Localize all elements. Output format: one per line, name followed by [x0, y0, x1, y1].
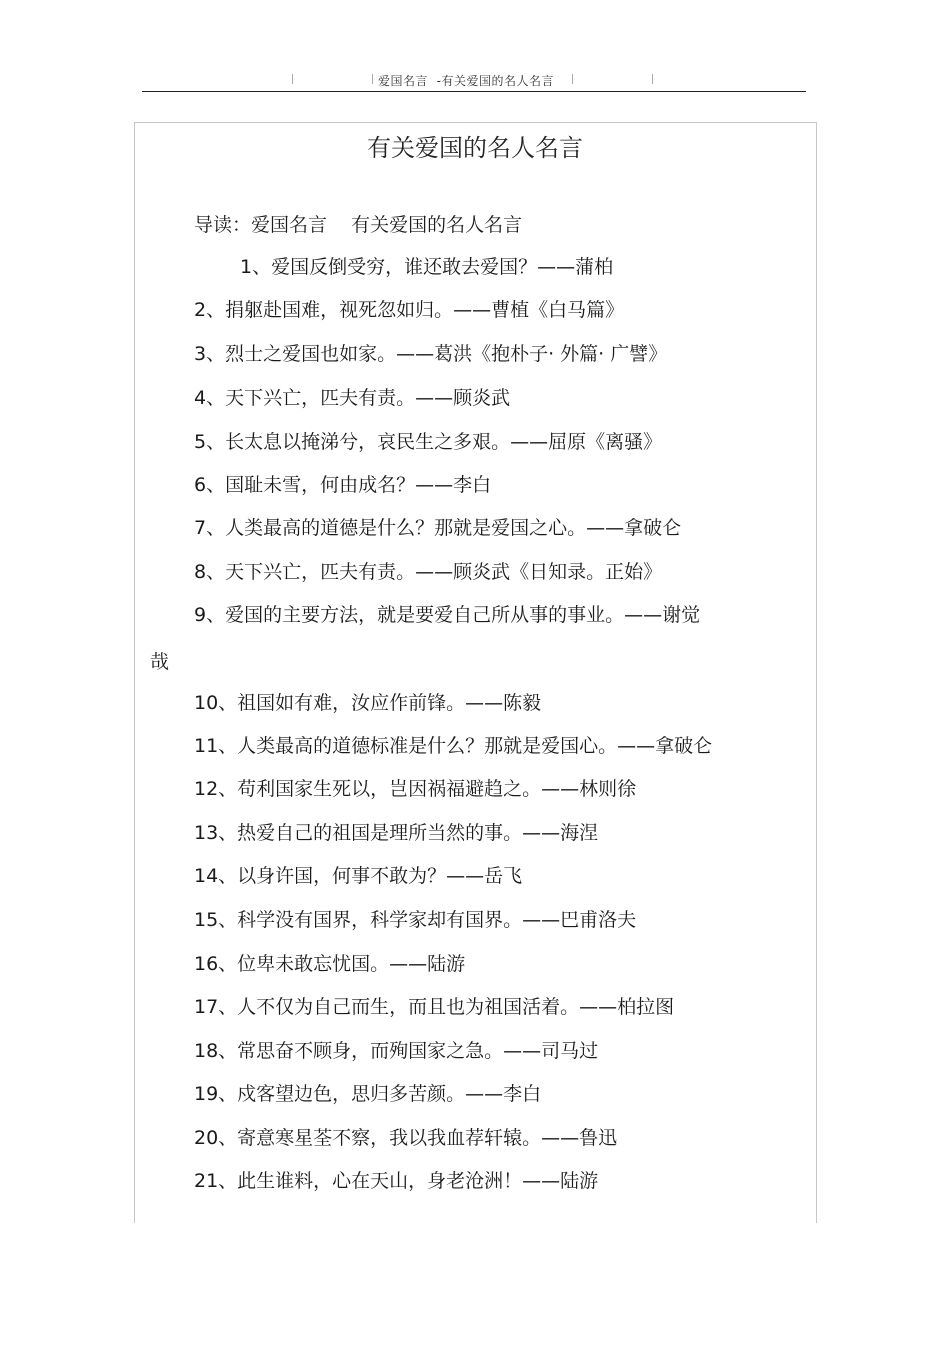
quote-item: 3、烈士之爱国也如家。——葛洪《抱朴子· 外篇· 广譬》 — [194, 343, 668, 365]
quote-item: 10、祖国如有难，汝应作前锋。——陈毅 — [194, 692, 542, 714]
quote-item: 6、国耻未雪，何由成名？——李白 — [194, 474, 492, 496]
quote-item: 5、长太息以掩涕兮，哀民生之多艰。——屈原《离骚》 — [194, 431, 663, 453]
quote-item: 2、捐躯赴国难，视死忽如归。——曹植《白马篇》 — [194, 299, 625, 321]
quote-item: 16、位卑未敢忘忧国。——陆游 — [194, 953, 466, 975]
running-header-text: 爱国名言 -有关爱国的名人名言 — [378, 74, 554, 88]
quote-item: 19、戍客望边色，思归多苦颜。——李白 — [194, 1083, 542, 1105]
quote-item: 11、人类最高的道德标准是什么？那就是爱国心。——拿破仑 — [194, 735, 713, 757]
quote-item: 21、此生谁料，心在天山，身老沧洲！——陆游 — [194, 1170, 599, 1192]
quote-item: 8、天下兴亡，匹夫有责。——顾炎武《日知录。正始》 — [194, 561, 663, 583]
quote-item: 15、科学没有国界，科学家却有国界。——巴甫洛夫 — [194, 909, 637, 931]
quote-item: 17、人不仅为自己而生，而且也为祖国活着。——柏拉图 — [194, 996, 675, 1018]
quote-item: 12、苟利国家生死以，岂因祸福避趋之。——林则徐 — [194, 778, 637, 800]
quote-item: 18、常思奋不顾身，而殉国家之急。——司马过 — [194, 1040, 599, 1062]
quote-item: 20、寄意寒星荃不察，我以我血荐轩辕。——鲁迅 — [194, 1127, 618, 1149]
quote-item: 13、热爱自己的祖国是理所当然的事。——海涅 — [194, 822, 599, 844]
quote-item: 1、爱国反倒受穷，谁还敢去爱国？——蒲柏 — [240, 256, 614, 278]
intro-line: 导读：爱国名言 有关爱国的名人名言 — [194, 214, 523, 236]
quote-item: 14、以身许国，何事不敢为？——岳飞 — [194, 865, 523, 887]
quote-item: 9、爱国的主要方法，就是要爱自己所从事的事业。——谢觉 — [194, 604, 701, 626]
quote-item: 4、天下兴亡，匹夫有责。——顾炎武 — [194, 387, 511, 409]
quote-item-continuation: 哉 — [150, 651, 170, 673]
quote-item: 7、人类最高的道德是什么？那就是爱国之心。——拿破仑 — [194, 517, 682, 539]
document-title: 有关爱国的名人名言 — [367, 134, 583, 162]
